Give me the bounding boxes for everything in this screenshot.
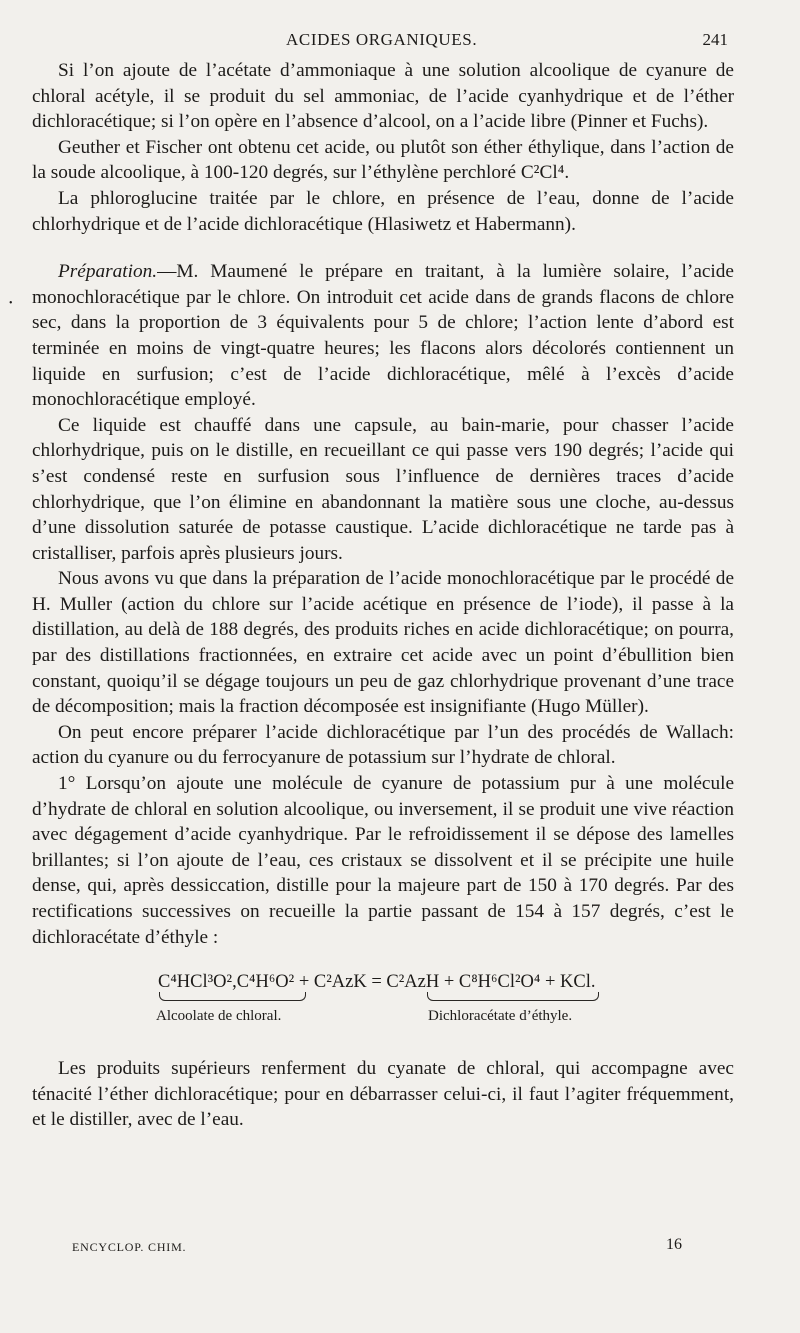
label-dichloracetate: Dichloracétate d’éthyle. [428,1008,573,1025]
paragraph-preparation [32,259,734,413]
page-header [0,30,800,54]
paragraph-cyanure-method: 1° Lorsqu’on ajoute une molécule de cyanure de potassium pur à une molécule d’hydrate de chloral en solution alcoolique, ou inversement, il se produit une vive réaction avec dégagement d’acide cyanhydrique. Par le refroidissement il se dépose des lamelles brillantes; si l’on ajoute de l’eau, ces cristaux se dissolvent et il se précipite une huile dense, qui, après dessiccation, distille pour la majeure part de 150 à 170 degrés. Par des rectifications successives on recueille la partie passant de 154 à 157 degrés, c’est le dichloracétate d’éthyle : [32,773,734,948]
page-footer [72,1236,682,1258]
paragraph-produits-superieurs: Les produits supérieurs renferment du cyanate de chloral, qui accompagne avec ténacité l’éther dichloracétique; pour en débarrasser celui-ci, il faut l’agiter fréquemment, et le distiller, avec de l’eau. [32,1058,734,1131]
label-alcoolate: Alcoolate de chloral. [156,1008,282,1025]
underbrace-left [159,992,306,1001]
paragraph-muller: Nous avons vu que dans la préparation de l’acide monochloracétique par le procédé de H. Muller (action du chlore sur l’acide acétique en présence de l’iode), il passe à la distillation, au delà de 188 degrés, des produits riches en acide dichloracétique; on pourra, par des distillations fractionnées, en extraire cet acide avec un point d’ébullition bien constant, quoiqu’il se dégage toujours un peu de gaz chlorhydrique provenant d’une trace de décomposition; mais la fraction décomposée est insignifiante (Hugo Müller). [32,568,734,718]
paragraph-geuther-fischer: Geuther et Fischer ont obtenu cet acide, ou plutôt son éther éthylique, dans l’action de la soude alcoolique, à 100-120 degrés, sur l’éthylène perchloré C²Cl⁴. [32,136,734,184]
paragraph-pinner-fuchs: Si l’on ajoute de l’acétate d’ammoniaque à une solution alcoolique de cyanure de chloral acétyle, il se produit du sel ammoniac, de l’acide cyanhydrique et de l’éther dichloracétique; si l’on opère en l’absence d’alcool, on a l’acide libre (Pinner et Fuchs). [32,60,734,133]
page-number: 241 [702,30,728,49]
equation-text: C⁴HCl³O²,C⁴H⁶O² + C²AzK = C²AzH + C⁸H⁶Cl²O⁴ + KCl. [158,972,596,993]
paragraph-phloroglucine: La phloroglucine traitée par le chlore, en présence de l’eau, donne de l’acide chlorhydrique et de l’acide dichloracétique (Hlasiwetz et Habermann). [32,187,734,235]
margin-dot: • [9,298,13,309]
paragraph-preparation-text: —M. Maumené le prépare en traitant, à la lumière solaire, l’acide monochloracétique par le chlore. On introduit cet acide dans de grands flacons de chlore sec, dans la proportion de 3 équivalents pour 5 de chlore; l’action lente d’abord est terminée en moins de vingt-quatre heures; les flacons alors décolorés contiennent un liquide en surfusion; c’est de l’acide dichloracétique, mêlé à l’excès d’acide monochloracétique employé. [32,261,734,411]
chemical-equation [32,970,734,1034]
running-title: ACIDES ORGANIQUES. [286,30,478,49]
section-label-preparation: Préparation. [58,261,158,283]
paragraph-wallach: On peut encore préparer l’acide dichloracétique par l’un des procédés de Wallach: action du cyanure ou du ferrocyanure de potassium sur l’hydrate de chloral. [32,721,734,769]
underbrace-right [427,992,599,1001]
body-text [32,58,734,1133]
paragraph-distillation: Ce liquide est chauffé dans une capsule, au bain-marie, pour chasser l’acide chlorhydrique, puis on le distille, en recueillant ce qui passe vers 190 degrés; l’acide qui s’est condensé reste en surfusion sous l’influence de dernières traces d’acide chlorhydrique, que l’on élimine en abandonnant la matière sous une cloche, au-dessus d’une dissolution saturée de potasse caustique. L’acide dichloracétique ne tarde pas à cristalliser, parfois après plusieurs jours. [32,414,734,564]
signature-mark: ENCYCLOP. CHIM. [72,1240,187,1254]
sheet-number: 16 [666,1236,682,1253]
